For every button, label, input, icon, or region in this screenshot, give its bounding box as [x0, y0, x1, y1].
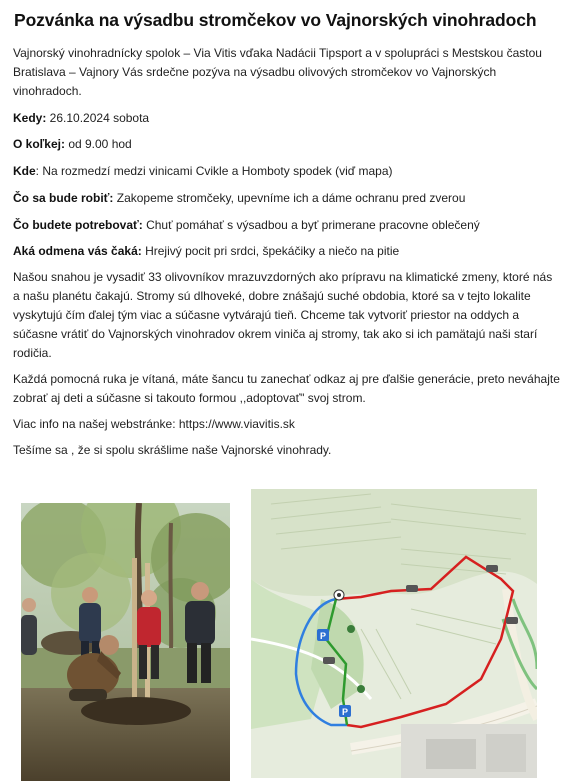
closing-line: Tešíme sa , že si spolu skrášlime naše Vajnorské vinohrady.: [13, 443, 332, 457]
intro-line: vinohradoch.: [13, 84, 82, 98]
intro-line: Bratislava – Vajnory Vás srdečne pozýva na výsadbu olivových stromčekov vo Vajnorských: [13, 65, 497, 79]
detail-time: [13, 135, 132, 154]
body-line: a našu planétu čakajú. Stromy sú dlhoveké, dobre znášajú suché obdobia, ktoré sa v tejto lokalite: [13, 289, 531, 303]
detail-label: O koľkej:: [13, 137, 65, 151]
page-title: Pozvánka na výsadbu stromčekov vo Vajnorských vinohradoch: [14, 10, 537, 30]
body-line: vyskytujú čím ďalej tým viac a súčasne vytvárajú tieň. Chceme tak vytvoriť priestor na oddych a: [13, 308, 520, 322]
detail-value: od 9.00 hod: [64, 137, 132, 151]
detail-reward: [13, 242, 399, 261]
detail-when: [13, 109, 149, 128]
body-line: Našou snahou je vysadiť 33 olivovníkov mrazuvzdorných ako prípravu na klimatické zmeny, ktoré nás: [13, 270, 553, 284]
detail-label: Čo budete potrebovať:: [13, 218, 143, 232]
detail-label: Čo sa bude robiť:: [13, 191, 114, 205]
body-line: rodičia.: [13, 346, 52, 360]
detail-value: Hrejivý pocit pri srdci, špekáčiky a niečo na pitie: [141, 244, 400, 258]
svg-text:P: P: [341, 707, 349, 717]
svg-text:P: P: [319, 631, 327, 641]
detail-label: Kedy:: [13, 111, 47, 125]
detail-needs: [13, 216, 480, 235]
parking-icon: [317, 629, 329, 641]
parking-icon: [339, 705, 351, 717]
detail-label: Aká odmena vás čaká:: [13, 244, 142, 258]
detail-where: [13, 162, 393, 181]
detail-value: Chuť pomáhať s výsadbou a byť primerane pracovne oblečený: [142, 218, 480, 232]
intro-line: Vajnorský vinohradnícky spolok – Via Vitis vďaka Nadácii Tipsport a v spolupráci s Mestskou častou: [13, 46, 542, 60]
location-map: [251, 489, 537, 778]
detail-value: Zakopeme stromčeky, upevníme ich a dáme ochranu pred zverou: [113, 191, 466, 205]
more-info-line: Viac info na našej webstránke: https://www.viavitis.sk: [13, 417, 295, 431]
detail-activity: [13, 189, 465, 208]
detail-value: 26.10.2024 sobota: [46, 111, 150, 125]
body-line: súčasne vrátiť do Vajnorských vinohradov okrem viniča aj stromy, tak ako si ich pamätajú naši starí: [13, 327, 538, 341]
map-marker-start: [334, 590, 344, 600]
tree-planting-photo: [21, 503, 230, 781]
detail-label: Kde: [13, 164, 36, 178]
help-line: Každá pomocná ruka je vítaná, máte šancu tu zanechať odkaz aj pre ďalšie generácie, preto neváhajte: [13, 372, 560, 386]
help-line: zobrať aj deti a súčasne si takouto formou ,,adoptovať" svoj strom.: [13, 391, 366, 405]
detail-value: : Na rozmedzí medzi vinicami Cvikle a Homboty spodek (viď mapa): [35, 164, 393, 178]
